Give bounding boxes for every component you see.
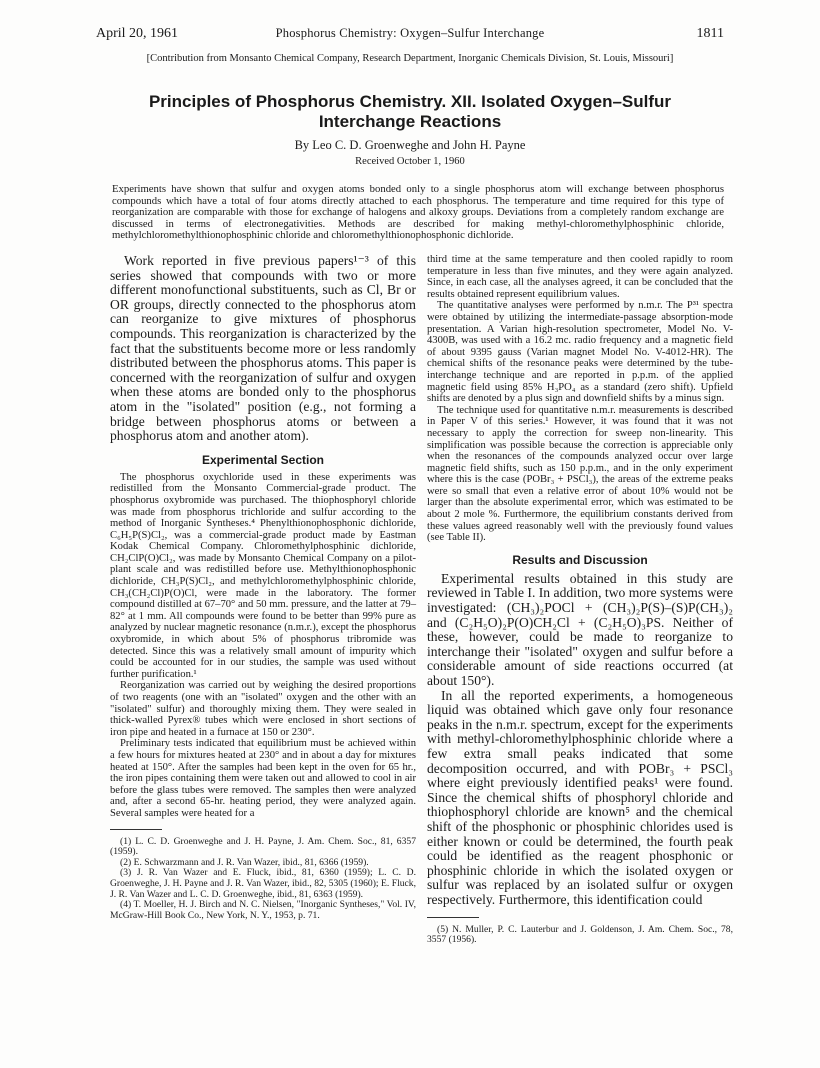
contribution-line: [Contribution from Monsanto Chemical Company, Research Department, Inorganic Chemicals Division, St. Louis, Missouri]	[146, 53, 674, 64]
received-date: Received October 1, 1960	[355, 156, 465, 167]
experimental-paragraph: The technique used for quantitative n.m.r. measurements is described in Paper V of this series.¹ However, it was found that it was not necessary to apply the correction for sweep non-linearity. This simplification was possible because the correction is appreciable only when the resonances of the compounds analyzed occur over large magnetic field shifts, such as 150 p.p.m., and in the only experiment where this is the case (POBr₃ + PSCl₃), the areas of the extreme peaks were so small that even a relative error of about 10% would not be larger than the absolute experimental error, which was estimated to be about 2 mole %. Furthermore, the equilibrium constants derived from these values agreed reasonably well with the previously found values (see Table II).	[427, 404, 733, 544]
experimental-paragraph: The phosphorus oxychloride used in these experiments was redistilled from the Monsanto Commercial-grade product. The phosphorus oxybromide was purchased. The thiophosphoryl chloride was made from phosphorus trichloride and sulfur according to the method of Inorganic Syntheses.⁴ Phenylthionophosphonic dichloride, C₆H₅P(S)Cl₂, was a commercial-grade product made by Eastman Kodak Chemical Company. Chloromethylphosphinic dichloride, CH₂ClP(O)Cl₂, was made by Monsanto Chemical Company on a pilot-plant scale and was redistilled before use. Methylthionophosphonic dichloride, CH₃P(S)Cl₂, and methylchloromethylphosphinic chloride, CH₃(CH₂Cl)P(O)Cl, were made in the laboratory. The former compound distilled at 67–70° and 50 mm. pressure, and the latter at 79–82° at 1 mm. All compounds were found to be better than 99% pure as analyzed by nuclear magnetic resonance (n.m.r.), except the phosphorus oxybromide, in which about 5% of phosphorus tribromide was detected. Since this was a relatively small amount of impurity which could be accounted for in our studies, the sample was used without further purification.¹	[110, 471, 416, 680]
running-head	[96, 26, 724, 44]
footnote: (1) L. C. D. Groenweghe and J. H. Payne, J. Am. Chem. Soc., 81, 6357 (1959).	[110, 835, 416, 858]
running-title: Phosphorus Chemistry: Oxygen–Sulfur Interchange	[275, 26, 545, 40]
left-column	[110, 254, 416, 921]
experimental-paragraph: Reorganization was carried out by weighing the desired proportions of two reagents (one with an "isolated" oxygen and the other with an "isolated" sulfur) and thoroughly mixing them. They were sealed in thick-walled Pyrex® tubes which were enclosed in short sections of iron pipe and heated in a furnace at 150 or 230°.	[110, 680, 416, 738]
authors: By Leo C. D. Groenweghe and John H. Payne	[294, 138, 526, 152]
footnote: (4) T. Moeller, H. J. Birch and N. C. Nielsen, "Inorganic Syntheses," Vol. IV, McGraw-Hill Book Co., New York, N. Y., 1953, p. 71.	[110, 899, 416, 921]
experimental-paragraph: Preliminary tests indicated that equilibrium must be achieved within a few hours for mixtures heated at 230° and in about a day for mixtures heated at 150°. After the samples had been kept in the oven for 65 hr., the iron pipes containing them were taken out and allowed to cool in air before the glass tubes were removed. The samples then were analyzed and, after a second 65-hr. heating period, they were analyzed again. Several samples were heated for a	[110, 738, 416, 819]
footnote-divider	[427, 917, 479, 918]
results-paragraph: Experimental results obtained in this study are reviewed in Table I. In addition, two more systems were investigated: (CH₃)₂POCl + (CH₃)₂P(S)–(S)P(CH₃)₂ and (C₂H₅O)₂P(O)CH₂Cl + (C₂H₅O)₃PS. Neither of these, however, could be made to reorganize to interchange their "isolated" oxygen and sulfur before a considerable amount of side reactions occurred (at about 150°).	[427, 570, 733, 688]
footnote: (5) N. Muller, P. C. Lauterbur and J. Goldenson, J. Am. Chem. Soc., 78, 3557 (1956).	[427, 923, 733, 946]
paper-title: Principles of Phosphorus Chemistry. XII. Isolated Oxygen–Sulfur Interchange Reactions	[148, 92, 672, 131]
intro-paragraph: Work reported in five previous papers¹⁻³ of this series showed that compounds with two or more different monofunctional substituents, such as Cl, Br or OR groups, directly connected to the phosphorus atom can reorganize to give mixtures of phosphorus compounds. This reorganization is characterized by the fact that the substituents become more or less randomly distributed between the phosphorus atoms. This paper is concerned with the reorganization of sulfur and oxygen when these atoms are bonded only to the phosphorus atom in the "isolated" position (e.g., not forming a bridge between phosphorus atoms or between a phosphorus atom and another atom).	[110, 253, 416, 444]
issue-date: April 20, 1961	[96, 26, 179, 41]
footnote-divider	[110, 829, 162, 830]
footnote: (2) E. Schwarzmann and J. R. Van Wazer, ibid., 81, 6366 (1959).	[120, 856, 369, 868]
results-paragraph: In all the reported experiments, a homogeneous liquid was obtained which gave only four resonance peaks in the n.m.r. spectrum, except for the experiments with methyl-chloromethylphosphinic chloride where a few extra small peaks indicated that some decomposition occurred, and with POBr₃ + PSCl₃ where eight previously identified peaks¹ were found. Since the chemical shifts of phosphoryl chloride and thiophosphoryl chloride are known⁵ and the chemical shift of the phosphonic or phosphinic chlorides used is either known or could be determined, the fourth peak could be identified as the reagent phosphonic or phosphinic chloride in which the isolated oxygen or sulfur was replaced by an isolated sulfur or oxygen respectively. Furthermore, this identification could	[427, 687, 733, 907]
right-column	[427, 254, 733, 946]
page-number: 1811	[696, 26, 724, 41]
abstract: Experiments have shown that sulfur and oxygen atoms bonded only to a single phosphorus atom will exchange between phosphorus compounds which have a total of four atoms directly attached to each phosphorus. The temperature and time required for this type of reorganization are comparable with those for exchange of halogens and alkoxy groups. Deviations from a completely random exchange are discussed in terms of electronegativities. Methods are described for making methyl-chloromethylphosphinic chloride, methylchloromethylthionophosphinic chloride and chloromethylthionophosphonic dichloride.	[112, 183, 724, 242]
experimental-paragraph: The quantitative analyses were performed by n.m.r. The P³¹ spectra were obtained by utilizing the intermediate-passage absorption-mode presentation. A Varian high-resolution spectrometer, Model No. V-4300B, was used with a 16.2 mc. radio frequency and a magnetic field of about 9395 gauss (Varian magnet Model No. V-4012-HR). The chemical shifts of the resonance peaks were determined by the tube-interchange technique and are reported in p.p.m. of the applied magnetic field using 85% H₃PO₄ as a standard (zero shift). Upfield shifts are denoted by a plus sign and downfield shifts by a minus sign.	[427, 300, 733, 405]
footnote: (3) J. R. Van Wazer and E. Fluck, ibid., 81, 6360 (1959); L. C. D. Groenweghe, J. H. Payne and J. R. Van Wazer, ibid., 82, 5305 (1960); E. Fluck, J. R. Van Wazer and L. C. D. Groenweghe, ibid., 81, 6363 (1959).	[110, 867, 416, 900]
experimental-paragraph: third time at the same temperature and then cooled rapidly to room temperature in less than five minutes, and they were again analyzed. Since, in each case, all the analyses agreed, it can be concluded that the results obtained represent equilibrium values.	[427, 254, 733, 300]
section-heading-results: Results and Discussion	[512, 552, 648, 567]
section-heading-experimental: Experimental Section	[201, 452, 325, 467]
